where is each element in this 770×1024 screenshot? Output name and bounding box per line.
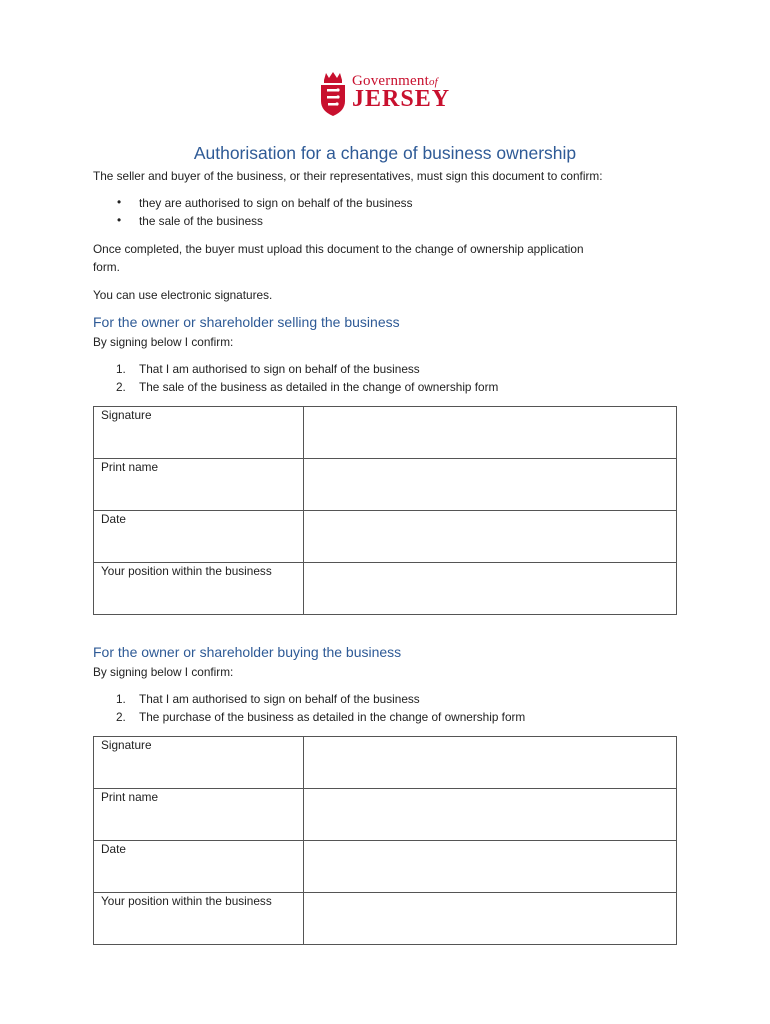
page-title: Authorisation for a change of business ownership (193, 143, 577, 163)
seller-item-2: The sale of the business as detailed in the change of ownership form (139, 380, 499, 394)
buyer-date-field[interactable] (304, 841, 677, 893)
table-row (94, 511, 677, 563)
completion-text-line1: Once completed, the buyer must upload this document to the change of ownership application (93, 242, 584, 256)
buyer-heading: For the owner or shareholder buying the business (93, 644, 402, 660)
intro-text: The seller and buyer of the business, or their representatives, must sign this document to confirm: (93, 169, 603, 183)
buyer-signature-field[interactable] (304, 737, 677, 789)
seller-lead: By signing below I confirm: (93, 335, 234, 349)
buyer-signature-label: Signature (94, 737, 304, 789)
seller-print-name-field[interactable] (304, 459, 677, 511)
bullet-icon: • (117, 213, 122, 227)
seller-item-2-number: 2. (116, 380, 126, 394)
seller-item-1: That I am authorised to sign on behalf of the business (139, 362, 420, 376)
electronic-signatures-text: You can use electronic signatures. (93, 288, 273, 302)
table-row (94, 789, 677, 841)
seller-signature-field[interactable] (304, 407, 677, 459)
seller-date-label: Date (94, 511, 304, 563)
seller-signature-label: Signature (94, 407, 304, 459)
intro-bullet-1: they are authorised to sign on behalf of the business (139, 196, 413, 210)
table-row (94, 893, 677, 945)
table-row (94, 407, 677, 459)
buyer-signature-table (93, 736, 677, 945)
buyer-print-name-label: Print name (94, 789, 304, 841)
bullet-icon: • (117, 195, 122, 209)
table-row (94, 841, 677, 893)
table-row (94, 563, 677, 615)
government-of-jersey-logo (318, 70, 458, 120)
intro-bullet-2: the sale of the business (139, 214, 263, 228)
jersey-shield-icon (318, 71, 348, 117)
buyer-position-field[interactable] (304, 893, 677, 945)
seller-position-label: Your position within the business (94, 563, 304, 615)
buyer-item-1-number: 1. (116, 692, 126, 706)
logo-of: of (428, 76, 438, 88)
seller-heading: For the owner or shareholder selling the business (93, 314, 400, 330)
buyer-item-1: That I am authorised to sign on behalf of the business (139, 692, 420, 706)
seller-signature-table (93, 406, 677, 615)
buyer-position-label: Your position within the business (94, 893, 304, 945)
buyer-date-label: Date (94, 841, 304, 893)
buyer-lead: By signing below I confirm: (93, 665, 234, 679)
seller-position-field[interactable] (304, 563, 677, 615)
seller-date-field[interactable] (304, 511, 677, 563)
logo-jersey-text: JERSEY (352, 86, 451, 112)
seller-print-name-label: Print name (94, 459, 304, 511)
buyer-print-name-field[interactable] (304, 789, 677, 841)
table-row (94, 737, 677, 789)
logo-line1: Government (352, 73, 429, 89)
seller-item-1-number: 1. (116, 362, 126, 376)
buyer-item-2: The purchase of the business as detailed in the change of ownership form (139, 710, 526, 724)
buyer-item-2-number: 2. (116, 710, 126, 724)
table-row (94, 459, 677, 511)
completion-text-line2: form. (93, 260, 120, 274)
